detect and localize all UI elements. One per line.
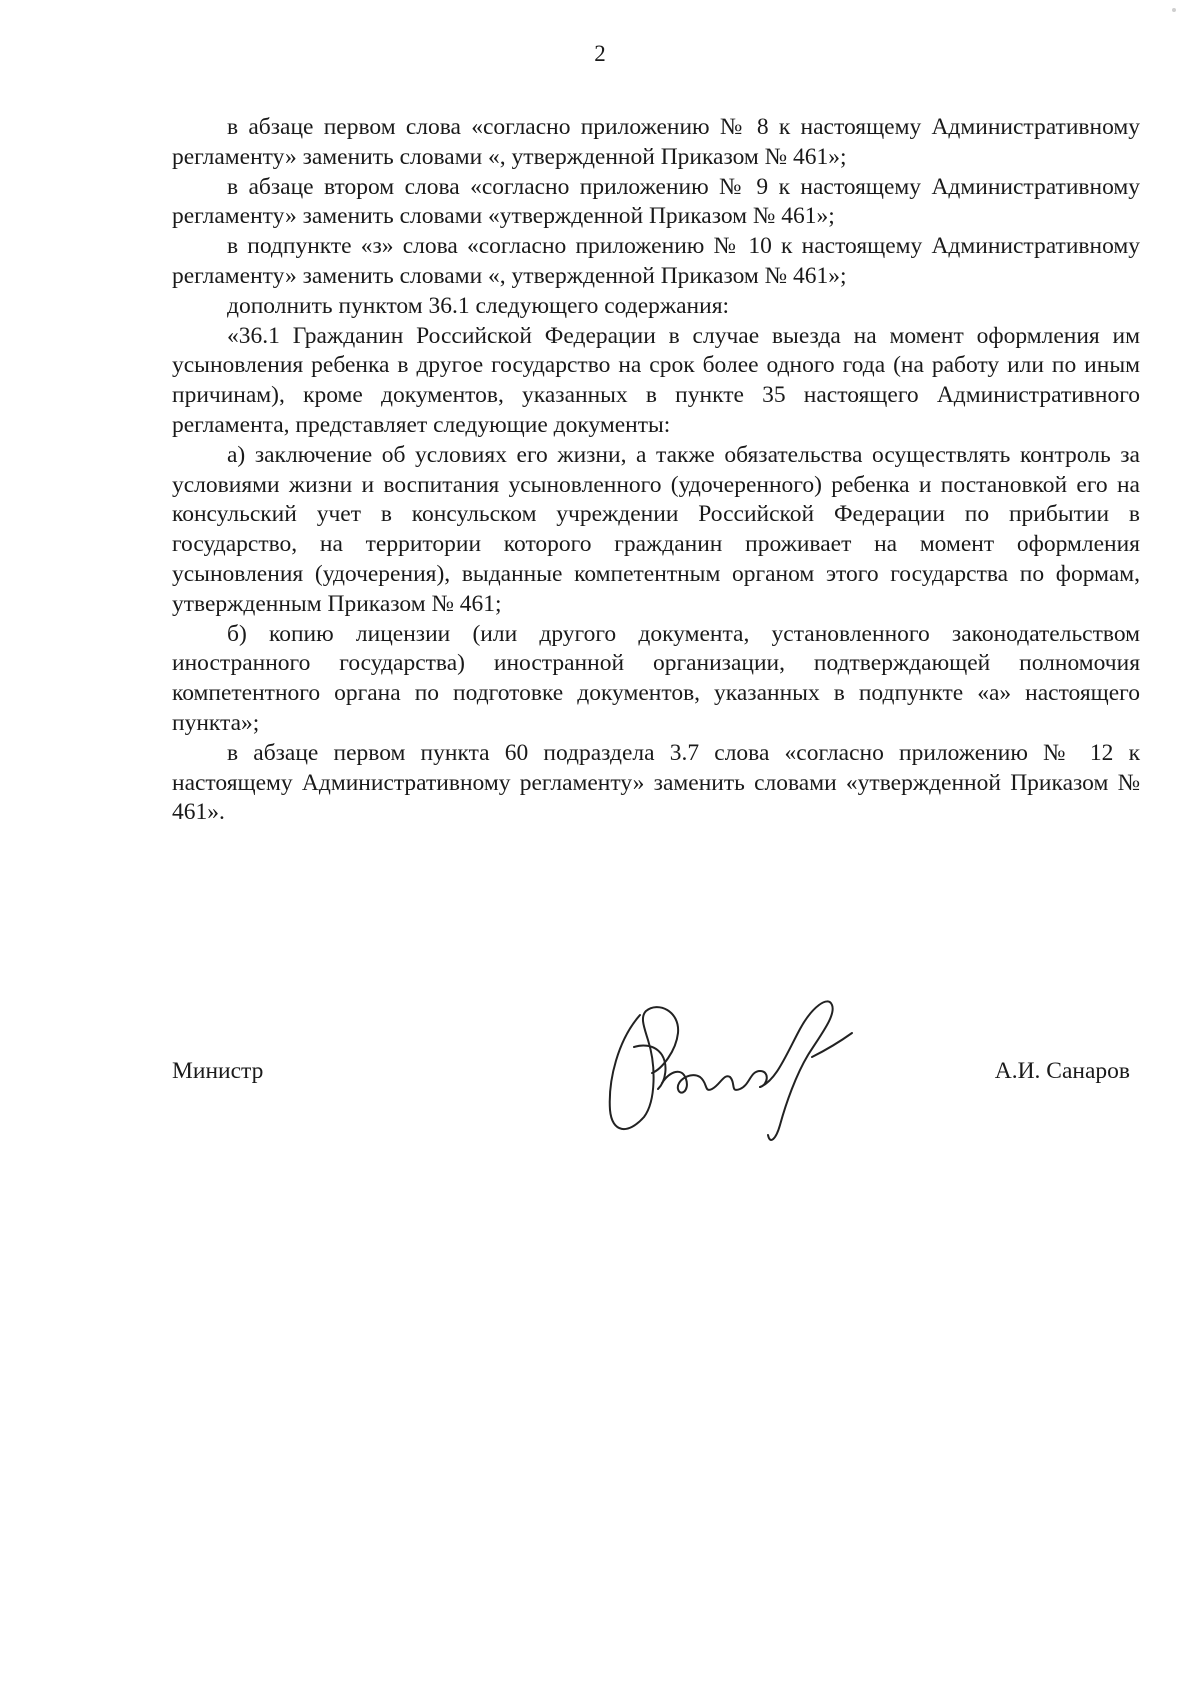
signer-position: Министр: [172, 1058, 264, 1084]
paragraph-1: в абзаце первом слова «согласно приложению № 8 к настоящему Административному регламенту» заменить словами «, утвержденной Приказом № 461»;: [172, 114, 1140, 170]
paragraph-8: в абзаце первом пункта 60 подраздела 3.7 слова «согласно приложению № 12 к настоящему Административному регламенту» заменить словами «утвержденной Приказом № 461».: [172, 739, 1140, 826]
scan-artifact: [1172, 8, 1176, 12]
paragraph-7: б) копию лицензии (или другого документа, установленного законодательством иностранного государства) иностранной организации, подтверждающей полномочия компетентного органа по подготовке документов, указанных в подпункте «а» настоящего пункта»;: [172, 620, 1140, 736]
document-body: [172, 113, 1140, 828]
paragraph-3: в подпункте «з» слова «согласно приложению № 10 к настоящему Административному регламенту» заменить словами «, утвержденной Приказом № 461»;: [172, 233, 1140, 289]
paragraph-6: а) заключение об условиях его жизни, а также обязательства осуществлять контроль за условиями жизни и воспитания усыновленного (удочеренного) ребенка и постановкой его на консульский учет в консульском учреждении Российской Федерации по прибытии в государство, на территории которого гражданин проживает на момент оформления усыновления (удочерения), выданные компетентным органом этого государства по формам, утвержденным Приказом № 461;: [172, 441, 1140, 617]
signer-name: А.И. Санаров: [994, 1058, 1130, 1084]
paragraph-2: в абзаце втором слова «согласно приложению № 9 к настоящему Административному регламенту» заменить словами «утвержденной Приказом № 461»;: [172, 173, 1140, 230]
page-number: 2: [594, 41, 606, 66]
signature-block: [0, 985, 1200, 1155]
paragraph-5: «36.1 Гражданин Российской Федерации в случае выезда на момент оформления им усыновления ребенка в другое государство на срок более одного года (на работу или по иным причинам), кроме документов, указанных в пункте 35 настоящего Административного регламента, представляет следующие документы:: [172, 322, 1140, 438]
handwritten-signature: [600, 985, 870, 1155]
paragraph-4: дополнить пунктом 36.1 следующего содержания:: [227, 292, 730, 319]
